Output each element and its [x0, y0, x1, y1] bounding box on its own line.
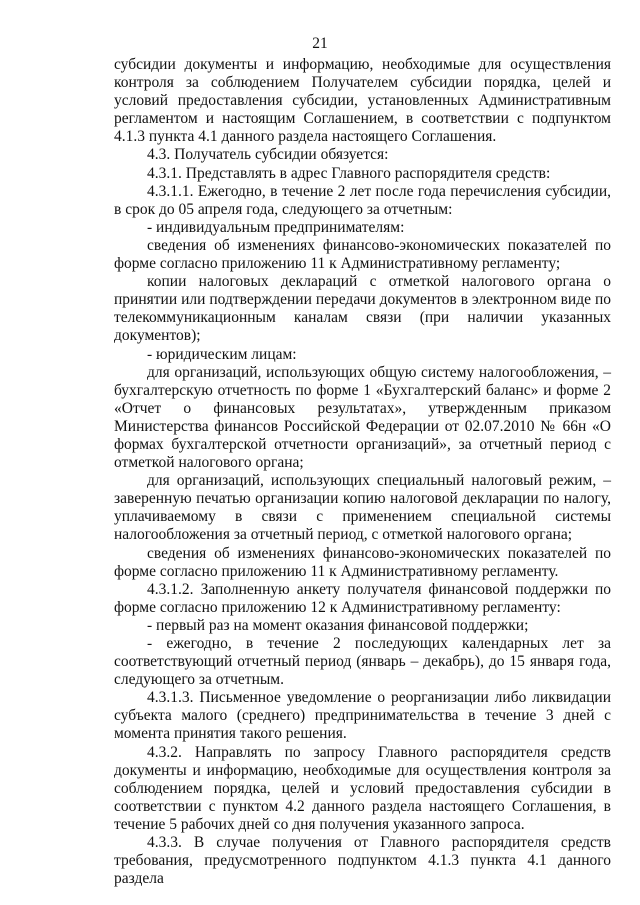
paragraph: для организаций, использующих общую систему налогообложения, – бухгалтерскую отчетность по форме 1 «Бухгалтерский баланс» и форме 2 «Отчет о финансовых результатах», утвержденным приказом Министерства финансов Российской Федерации от 02.07.2010 № 66н «О формах бухгалтерской отчетности организаций», за отчетный период с отметкой налогового органа;	[114, 363, 611, 472]
document-body	[114, 56, 611, 888]
paragraph: - первый раз на момент оказания финансовой поддержки;	[147, 616, 529, 634]
paragraph: копии налоговых деклараций с отметкой налогового органа о принятии или подтверждении передачи документов в электронном виде по телекоммуникационным каналам связи (при наличии указанных документов);	[114, 273, 611, 345]
paragraph: 4.3.2. Направлять по запросу Главного распорядителя средств документы и информацию, необходимые для осуществления контроля за соблюдением порядка, целей и условий предоставления субсидии в соответствии с пунктом 4.2 данного раздела настоящего Соглашения, в течение 5 рабочих дней со дня получения указанного запроса.	[114, 743, 611, 833]
paragraph: 4.3.1. Представлять в адрес Главного распорядителя средств:	[147, 164, 551, 182]
paragraph: 4.3.1.1. Ежегодно, в течение 2 лет после года перечисления субсидии, в срок до 05 апреля года, следующего за отчетным:	[114, 182, 611, 218]
paragraph: - юридическим лицам:	[147, 345, 297, 363]
paragraph: для организаций, использующих специальный налоговый режим, – заверенную печатью организации копию налоговой декларации по налогу, уплачиваемому в связи с применением специальной системы налогообложения за отчетный период, с отметкой налогового органа;	[114, 472, 611, 544]
paragraph: сведения об изменениях финансово-экономических показателей по форме согласно приложению 11 к Административному регламенту.	[114, 544, 611, 580]
paragraph: - индивидуальным предпринимателям:	[147, 218, 405, 236]
paragraph: - ежегодно, в течение 2 последующих календарных лет за соответствующий отчетный период (январь – декабрь), до 15 января года, следующего за отчетным.	[114, 635, 611, 689]
page-number: 21	[312, 35, 328, 52]
paragraph: 4.3. Получатель субсидии обязуется:	[147, 146, 389, 164]
paragraph: 4.3.1.3. Письменное уведомление о реорганизации либо ликвидации субъекта малого (среднего) предпринимательства в течение 3 дней с момента принятия такого решения.	[114, 689, 611, 743]
paragraph: 4.3.3. В случае получения от Главного распорядителя средств требования, предусмотренного подпунктом 4.1.3 пункта 4.1 данного раздела	[114, 834, 611, 888]
paragraph: сведения об изменениях финансово-экономических показателей по форме согласно приложению 11 к Административному регламенту;	[114, 236, 611, 273]
paragraph: 4.3.1.2. Заполненную анкету получателя финансовой поддержки по форме согласно приложению 12 к Административному регламенту:	[114, 580, 611, 616]
paragraph: субсидии документы и информацию, необходимые для осуществления контроля за соблюдением Получателем субсидии порядка, целей и условий предоставления субсидии, установленных Административным регламентом и настоящим Соглашением, в соответствии с подпунктом 4.1.3 пункта 4.1 данного раздела настоящего Соглашения.	[114, 56, 611, 146]
